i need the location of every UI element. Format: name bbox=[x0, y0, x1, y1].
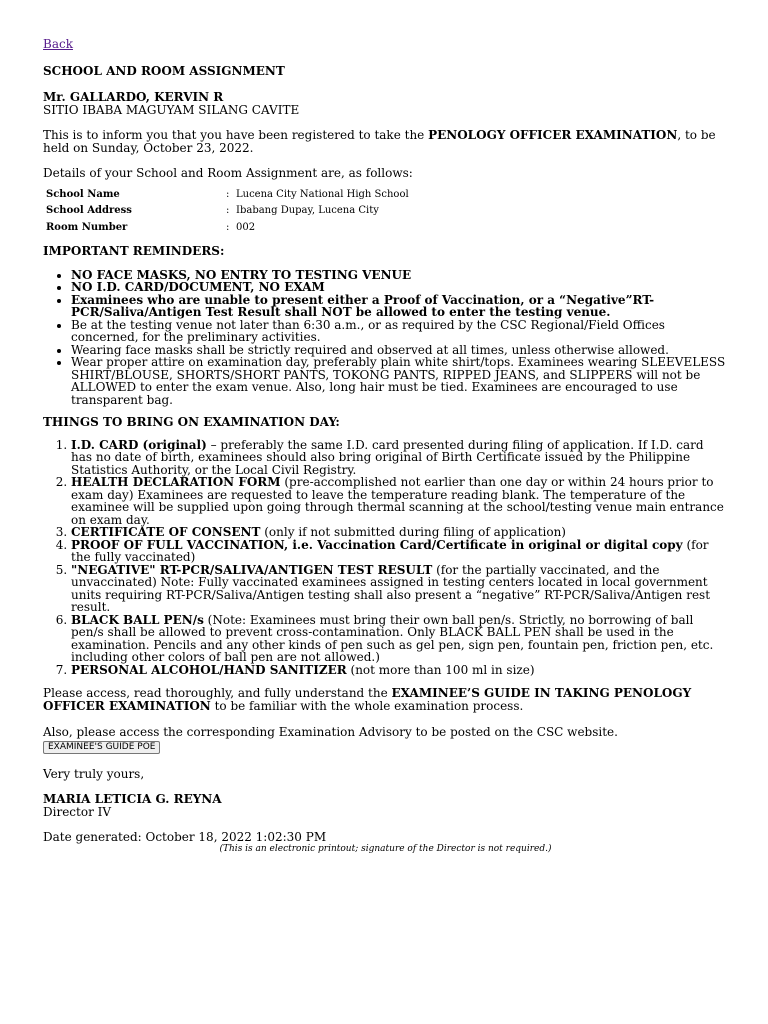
guide-paragraph bbox=[43, 687, 728, 712]
advisory-text: Also, please access the corresponding Examination Advisory to be posted on the CSC website. bbox=[43, 725, 618, 739]
reminders-heading: IMPORTANT REMINDERS: bbox=[43, 244, 225, 258]
detail-value: Lucena City National High School bbox=[236, 188, 409, 200]
bring-list bbox=[43, 439, 728, 677]
reminder-text: Be at the testing venue not later than 6:30 a.m., or as required by the CSC Regional/Field Offices concerned, for the preliminary activities. bbox=[71, 317, 665, 344]
detail-value: 002 bbox=[236, 221, 256, 233]
examinee-address: SITIO IBABA MAGUYAM SILANG CAVITE bbox=[43, 102, 300, 117]
guide-text-pre: Please access, read thoroughly, and fully understand the bbox=[43, 686, 392, 700]
exam-name: PENOLOGY OFFICER EXAMINATION bbox=[428, 128, 678, 142]
bring-item bbox=[71, 539, 728, 564]
guide-title: EXAMINEE’S GUIDE IN TAKING PENOLOGY OFFICER EXAMINATION bbox=[43, 686, 692, 713]
date-generated: Date generated: October 18, 2022 1:02:30 PM bbox=[43, 830, 327, 844]
bring-item bbox=[71, 564, 728, 614]
examinee-name: Mr. GALLARDO, KERVIN R bbox=[43, 90, 224, 104]
bring-bold: PROOF OF FULL VACCINATION, i.e. Vaccination Card/Certificate in original or digital copy bbox=[71, 537, 683, 552]
detail-separator: : bbox=[226, 188, 230, 200]
electronic-printout-note: (This is an electronic printout; signature of the Director is not required.) bbox=[219, 843, 552, 854]
bring-text: (for the partially vaccinated, and the unvaccinated) Note: Fully vaccinated examinees assigned in testing centers located in local government units requiring RT-PCR/Saliva/Antigen testing shall also present a “negative” RT-PCR/Saliva/Antigen rest result. bbox=[71, 562, 711, 614]
bring-bold: CERTIFICATE OF CONSENT bbox=[71, 525, 261, 539]
bring-text: – preferably the same I.D. card presented during filing of application. If I.D. card has no date of birth, examinees should also bring original of Birth Certificate issued by the Philippine Statistics Authority, or the Local Civil Registry. bbox=[71, 437, 704, 477]
bring-bold: "NEGATIVE" RT-PCR/SALIVA/ANTIGEN TEST RESULT bbox=[71, 562, 433, 577]
bring-text: (only if not submitted during filing of application) bbox=[260, 525, 566, 539]
reminder-bold: NO I.D. CARD/DOCUMENT, NO EXAM bbox=[71, 280, 325, 294]
bring-bold: PERSONAL ALCOHOL/HAND SANITIZER bbox=[71, 662, 347, 677]
bring-bold: BLACK BALL PEN/s bbox=[71, 612, 204, 627]
detail-label: School Address bbox=[46, 205, 132, 216]
reminder-text: Wear proper attire on examination day, preferably plain white shirt/tops. Examinees wearing SLEEVELESS SHIRT/BLOUSE, SHORTS/SHORT PANTS, TOKONG PANTS, RIPPED JEANS, and SLIPPERS will not be ALLOWED to enter the exam venue. Also, long hair must be tied. Examinees are encouraged to use transparent bag. bbox=[71, 355, 726, 407]
detail-value: Ibabang Dupay, Lucena City bbox=[236, 205, 379, 216]
page-title: SCHOOL AND ROOM ASSIGNMENT bbox=[43, 63, 285, 78]
examinees-guide-button[interactable]: EXAMINEE'S GUIDE POE bbox=[43, 741, 160, 754]
bring-item bbox=[71, 614, 728, 664]
reminder-bold: NO FACE MASKS, NO ENTRY TO TESTING VENUE bbox=[71, 267, 412, 282]
detail-row-room-number bbox=[46, 222, 409, 239]
detail-separator: : bbox=[226, 221, 230, 233]
intro-text-post: , to be held on Sunday, October 23, 2022. bbox=[43, 128, 716, 155]
details-intro: Details of your School and Room Assignment are, as follows: bbox=[43, 166, 413, 180]
reminder-item bbox=[71, 319, 728, 344]
bring-bold: HEALTH DECLARATION FORM bbox=[71, 475, 281, 489]
reminders-list bbox=[43, 269, 728, 407]
bring-text: (not more than 100 ml in size) bbox=[346, 662, 535, 677]
detail-label: School Name bbox=[46, 188, 120, 200]
intro-paragraph bbox=[43, 129, 728, 154]
reminder-item bbox=[71, 356, 728, 406]
assignment-details-table bbox=[46, 189, 409, 239]
bring-item bbox=[71, 476, 728, 526]
detail-row-school-address bbox=[46, 205, 409, 222]
bring-text: (Note: Examinees must bring their own ball pen/s. Strictly, no borrowing of ball pen/s shall be allowed to prevent cross-contamination. Only BLACK BALL PEN shall be used in the examination. Pencils and any other kinds of pen such as gel pen, sign pen, fountain pen, friction pen, etc. including other colors of ball pen are not allowed.) bbox=[71, 612, 714, 664]
bring-heading: THINGS TO BRING ON EXAMINATION DAY: bbox=[43, 415, 340, 429]
bring-text: (for the fully vaccinated) bbox=[71, 537, 709, 564]
detail-separator: : bbox=[226, 205, 230, 216]
signatory-title: Director IV bbox=[43, 804, 112, 819]
reminder-item bbox=[71, 294, 728, 319]
signatory-name: MARIA LETICIA G. REYNA bbox=[43, 792, 222, 806]
bring-item bbox=[71, 439, 728, 477]
closing-text: Very truly yours, bbox=[43, 766, 145, 781]
bring-text: (pre-accomplished not earlier than one day or within 24 hours prior to exam day) Examinees are requested to leave the temperature reading blank. The temperature of the examinee will be supplied upon going through thermal scanning at the school/testing venue main entrance on exam day. bbox=[71, 475, 724, 527]
guide-text-post: to be familiar with the whole examination process. bbox=[210, 698, 524, 713]
reminder-text: Wearing face masks shall be strictly required and observed at all times, unless otherwise allowed. bbox=[71, 342, 669, 357]
detail-row-school-name bbox=[46, 189, 409, 206]
intro-text-pre: This is to inform you that you have been registered to take the bbox=[43, 128, 429, 142]
bring-item bbox=[71, 664, 728, 677]
detail-label: Room Number bbox=[46, 221, 128, 233]
back-link[interactable]: Back bbox=[43, 37, 73, 51]
reminder-bold: Examinees who are unable to present either a Proof of Vaccination, or a “Negative”RT-PCR/Saliva/Antigen Test Result shall NOT be allowed to enter the testing venue. bbox=[71, 292, 655, 319]
bring-bold: I.D. CARD (original) bbox=[71, 437, 207, 452]
